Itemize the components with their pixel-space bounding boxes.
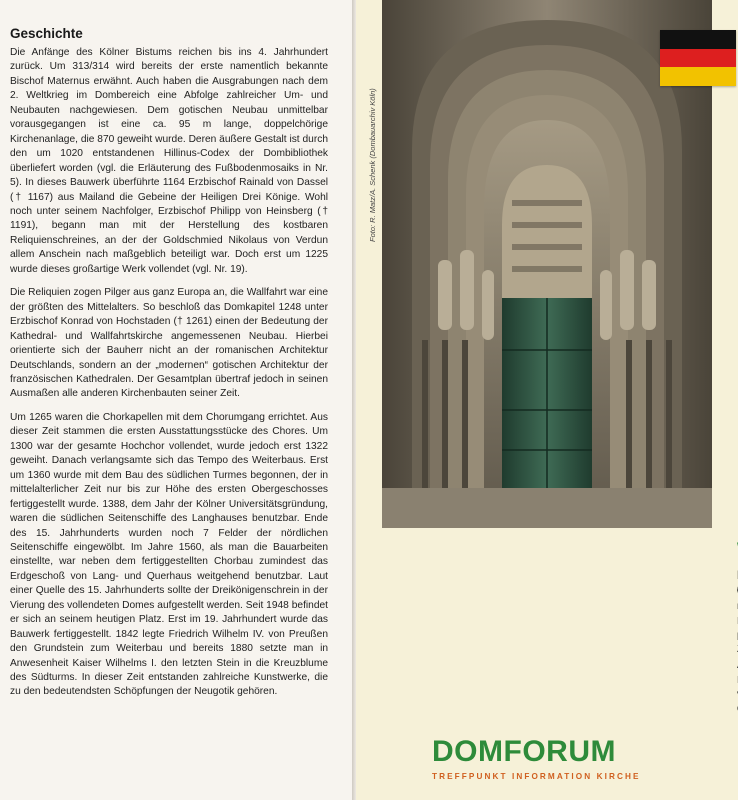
logo-wordmark: DOMFORUM <box>432 735 616 768</box>
german-flag-icon <box>660 30 736 86</box>
flag-stripe-black <box>660 30 736 49</box>
history-column <box>10 26 328 709</box>
history-paragraph-1: Die Anfänge des Kölner Bistums reichen bis ins 4. Jahrhundert zurück. Um 313/314 wird bereits der erste namentlich bekannte Bischof Maternus erwähnt. Auch haben die Ausgrabungen nach dem 2. Weltkrieg im Dombereich eine Abfolge zahlreicher Um- und Neubauten nachgewiesen. Dem gotischen Neubau unmittelbar vorausgegangen ist eine ca. 95 m lange, doppelchörige Kirchenanlage, die 870 geweiht wurde. Deren äußere Gestalt ist durch den um 1020 entstandenen Hillinus-Codex der Dombibliothek überliefert worden (vgl. die Erläuterung des Fußbodenmosaiks in Nr. 5). In dieses Bauwerk überführte 1164 Erzbischof Rainald von Dassel († 1167) aus Mailand die Gebeine der Heiligen Drei Könige. Wohl noch unter seinem Nachfolger, Erzbischof Philipp von Heinsberg († 1191), begann man mit der Herstellung des kostbaren Reliquienschreines, an der der Goldschmied Nikolaus von Verdun allem Anschein nach maßgeblich beteiligt war. Doch erst um 1225 wurde dieses großartige Werk vollendet (vgl. Nr. 19). <box>10 47 328 275</box>
history-paragraph-3: Um 1265 waren die Chorkapellen mit dem Chorumgang errichtet. Aus dieser Zeit stammen die ersten Ausstattungsstücke des Chores. Um 1300 war der gesamte Hochchor vollendet, wurde jedoch erst 1322 geweiht. Danach verlangsamte sich das Tempo des Weiterbaus. Erst um 1360 wurde mit dem Bau des südlichen Turmes begonnen, der in mittelalterlicher Zeit nur bis zur Höhe des ersten Obergeschosses fertiggestellt wurde. 1388, dem Jahr der Kölner Universitätsgründung, waren die südlichen Seitenschiffe des Langhauses benutzbar. Ende des 15. Jahrhunderts wurden noch 7 Felder der nördlichen Seitenschiffe eingewölbt. Im Jahre 1560, als man die Bauarbeiten einstellte, war neben dem fertiggestellten Chorbau zumindest das Erdgeschoß von Lang- und Querhaus weitgehend benutzbar. Laut einer Quelle des 15. Jahrhunderts sollte der Dreikönigenschrein in der Vierung des vollendeten Domes aufgestellt werden. Seit 1948 befindet er sich an seinem heutigen Platz. Erst im 19. Jahrhundert wurde das Bauwerk fertiggestellt. 1842 legte Friedrich Wilhelm IV. von Preußen den Grundstein zum Weiterbau und bereits 1880 setzte man in Anwesenheit Kaiser Wilhelms I. den letzten Stein in die Kreuzblume des Südturms. In dieser Zeit entstanden zahlreiche Kunstwerke, die zu den bedeutendsten Schöpfungen der Neugotik gehören. <box>10 411 328 698</box>
photo-credit-text: Foto: R. Matz/A. Schenk (Dombauarchiv Köln) <box>368 88 377 242</box>
logo-tagline: TREFFPUNKT INFORMATION KIRCHE <box>432 772 641 781</box>
welcome-panel <box>356 0 738 800</box>
history-heading: Geschichte <box>10 26 83 41</box>
history-panel <box>0 0 352 800</box>
flag-stripe-red <box>660 49 736 68</box>
history-paragraph-2: Die Reliquien zogen Pilger aus ganz Europa an, die Wallfahrt war eine der größten des Mittelalters. So beschloß das Domkapitel 1248 unter Erzbischof Konrad von Hochstaden († 1261) einen der Bedeutung der Kathedral- und Wallfahrtskirche angemessenen Neubau. Hierbei orientierte sich der Bauherr nicht an der romanischen Architektur Deutschlands, sondern an der „modernen“ gotischen Architektur der französischen Kathedralen. Der Gesamtplan übertraf jedoch in seinen Ausmaßen alle anderen Kirchenbauten seiner Zeit. <box>10 287 328 400</box>
photo-credit <box>366 30 382 250</box>
flag-stripe-gold <box>660 67 736 86</box>
domforum-logo <box>432 736 656 792</box>
